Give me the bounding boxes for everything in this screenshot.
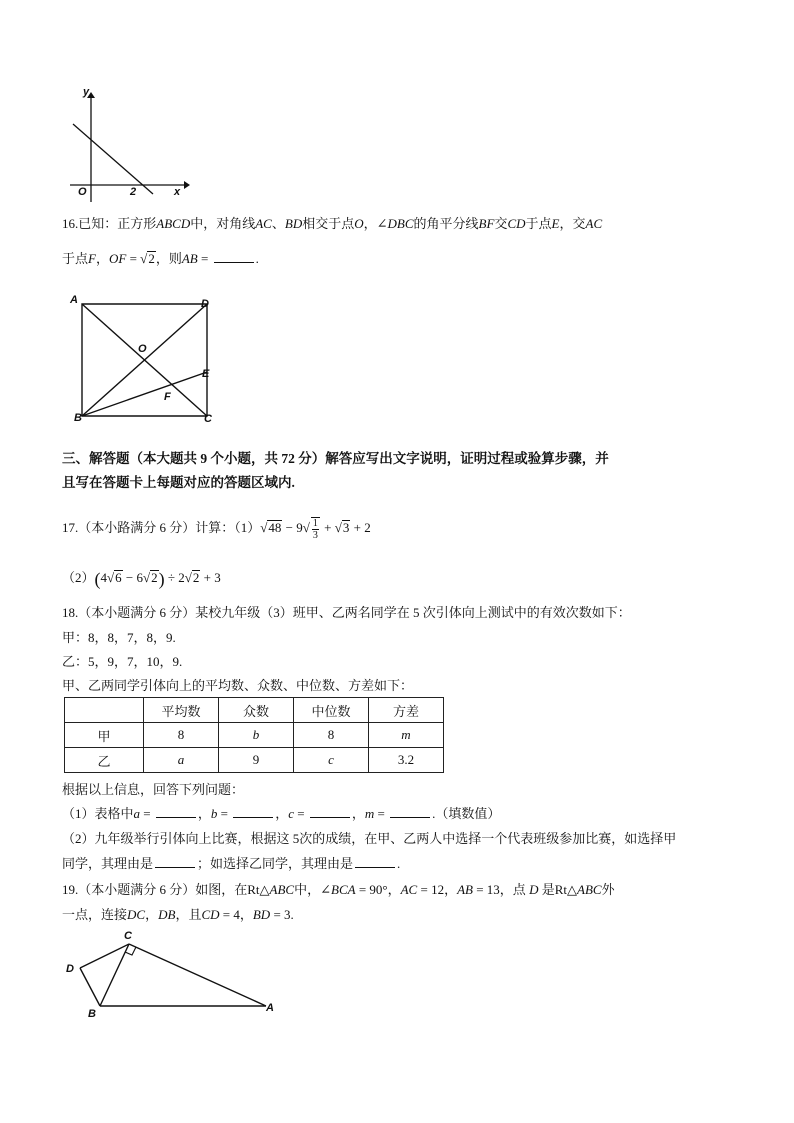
q17-text: + 3 xyxy=(200,570,221,585)
q16-var-of: OF xyxy=(108,251,127,266)
q18-table-caption: 甲、乙两同学引体向上的平均数、众数、中位数、方差如下： xyxy=(62,678,414,693)
table-header-row xyxy=(65,698,444,723)
q16-text: . xyxy=(255,251,259,266)
q17-paren: ) xyxy=(158,569,165,590)
table-header-cell xyxy=(65,698,144,723)
table-cell: 8 xyxy=(294,723,369,748)
q17-sqrt-2: 2 xyxy=(151,570,158,585)
answer-blank-c[interactable] xyxy=(310,805,350,818)
square-figure-svg xyxy=(70,294,220,429)
origin-label: O xyxy=(78,186,87,198)
q19-var-cd: CD xyxy=(201,907,220,922)
q16-sqrt-arg: 2 xyxy=(148,251,155,266)
table-cell: m xyxy=(369,723,444,748)
q16-text: 、 xyxy=(271,216,285,231)
table-cell: 乙 xyxy=(65,748,144,773)
q18-text: ， xyxy=(275,806,289,821)
table-cell: a xyxy=(144,748,219,773)
point-b-label: B xyxy=(88,1008,96,1020)
q18-yi-data: 乙：5，9，7，10，9. xyxy=(62,654,183,669)
q16-text: 相交于点 xyxy=(302,216,355,231)
q19-text: Rt△ xyxy=(554,882,577,897)
q19-var-abc: ABC xyxy=(269,882,295,897)
q17-text: 17.（本小路满分 6 分）计算：（1） xyxy=(62,520,261,535)
section3-heading-line2: 且写在答题卡上每题对应的答题区域内. xyxy=(62,475,295,490)
q18-text: = xyxy=(294,806,308,821)
q16-var-bd: BD xyxy=(284,216,303,231)
segment-dc xyxy=(80,944,129,968)
q16-line1 xyxy=(62,215,602,233)
q16-text: 于点 xyxy=(525,216,552,231)
bisector-be xyxy=(82,372,207,416)
q16-var-cd: CD xyxy=(507,216,526,231)
q17-part2: （2）(4√6 − 6√2) ÷ 2√2 + 3 xyxy=(62,569,221,590)
q17-text: + 2 xyxy=(350,520,371,535)
q17-sqrt-2: 2 xyxy=(192,570,200,585)
table-row xyxy=(65,748,444,773)
table-cell: 9 xyxy=(219,748,294,773)
q16-text: ，则 xyxy=(155,251,182,266)
line-graph-figure xyxy=(62,84,192,204)
q19-text: = 90°， xyxy=(355,882,401,897)
table-header-cell: 方差 xyxy=(369,698,444,723)
q19-line1 xyxy=(62,881,615,899)
point-e-label: E xyxy=(202,368,210,380)
q17-sqrt-6: 6 xyxy=(115,570,122,585)
table-header-cell: 中位数 xyxy=(294,698,369,723)
q18-text: = xyxy=(217,806,232,821)
point-f-label: F xyxy=(164,391,171,403)
q19-var-bd: BD xyxy=(252,907,271,922)
table-cell: c xyxy=(294,748,369,773)
q18-text: （1）表格中 xyxy=(62,806,134,821)
q18-text: = xyxy=(140,806,154,821)
segment-db xyxy=(80,968,100,1006)
q19-var-dc: DC xyxy=(127,907,146,922)
q19-text: 中，∠ xyxy=(294,882,332,897)
point-c-label: C xyxy=(124,930,132,942)
q16-var-o: O xyxy=(354,216,364,231)
q18-part1 xyxy=(62,805,500,823)
table-cell: 3.2 xyxy=(369,748,444,773)
square-figure xyxy=(70,294,220,429)
q19-var-bca: BCA xyxy=(331,882,356,897)
q19-text: ， xyxy=(145,907,159,922)
q18-text: ；如选择乙同学，其理由是 xyxy=(197,856,354,871)
q18-var-a: a xyxy=(133,806,141,821)
q17-text: 4 xyxy=(100,570,108,585)
q16-text: = xyxy=(126,251,141,266)
q16-text: ，∠ xyxy=(363,216,388,231)
q19-text: Rt△ xyxy=(247,882,270,897)
point-o-label: O xyxy=(138,343,147,355)
q16-text: 16.已知：正方形 xyxy=(62,216,157,231)
q17-text: − 6 xyxy=(122,570,143,585)
segment-cb xyxy=(100,944,129,1006)
q19-text: ，且 xyxy=(175,907,202,922)
q17-text: （2） xyxy=(62,570,95,585)
q19-text: = 3. xyxy=(270,907,294,922)
answer-blank-a[interactable] xyxy=(156,805,196,818)
q18-text: ， xyxy=(197,806,211,821)
table-cell: b xyxy=(219,723,294,748)
q16-var-ac: AC xyxy=(255,216,272,231)
point-a-label: A xyxy=(266,1002,274,1014)
section3-heading-line1: 三、解答题（本大题共 9 个小题，共 72 分）解答应写出文字说明，证明过程或验算步骤，并 xyxy=(62,451,609,466)
q18-var-m: m xyxy=(364,806,375,821)
q18-var-b: b xyxy=(210,806,218,821)
answer-blank[interactable] xyxy=(214,250,254,263)
q17-text: + xyxy=(320,520,335,535)
q18-after-table: 根据以上信息，回答下列问题： xyxy=(62,782,245,797)
q18-jia-data: 甲：8，8，7，8，9. xyxy=(62,630,176,645)
q19-text: 是 xyxy=(538,882,555,897)
q18-text: .（填数值） xyxy=(432,806,501,821)
q18-part2-line1: （2）九年级举行引体向上比赛，根据这 5次的成绩，在甲、乙两人中选择一个代表班级参加比赛，如选择甲 xyxy=(62,831,677,846)
q16-text: 的角平分线 xyxy=(413,216,479,231)
answer-blank-m[interactable] xyxy=(390,805,430,818)
tick-label-2: 2 xyxy=(130,186,137,198)
answer-blank-reason-yi[interactable] xyxy=(355,855,395,868)
point-d-label: D xyxy=(66,963,74,975)
q16-line2: 于点F，OF = √2，则AB = . xyxy=(62,251,259,266)
q16-text: ，交 xyxy=(559,216,586,231)
table-header-cell: 平均数 xyxy=(144,698,219,723)
q17-part1: 17.（本小路满分 6 分）计算：（1）√48 − 9√ $\frac{1}{3}$ + √3 + 2 xyxy=(62,518,371,542)
table-cell: 8 xyxy=(144,723,219,748)
q19-var-ab: AB xyxy=(457,882,473,897)
y-axis-label: y xyxy=(83,86,90,98)
q19-var-db: DB xyxy=(158,907,176,922)
segment-ca xyxy=(129,944,266,1006)
q19-text: = 12， xyxy=(417,882,458,897)
q16-var-ac: AC xyxy=(585,216,603,231)
q19-text: = 13，点 xyxy=(472,882,530,897)
point-a-label: A xyxy=(70,294,78,306)
q18-intro: 18.（本小题满分 6 分）某校九年级（3）班甲、乙两名同学在 5 次引体向上测试中的有效次数如下： xyxy=(62,605,631,620)
q18-text: ， xyxy=(351,806,365,821)
q19-text: 外 xyxy=(601,882,615,897)
q16-var-abcd: ABCD xyxy=(156,216,191,231)
q19-text: = 4， xyxy=(219,907,253,922)
q17-text: ÷ 2 xyxy=(164,570,185,585)
q18-text: . xyxy=(397,856,401,871)
q17-sqrt-3: 3 xyxy=(342,520,350,535)
point-b-label: B xyxy=(74,412,82,424)
q16-text: 交 xyxy=(494,216,508,231)
q17-frac-den: 3 xyxy=(312,530,318,542)
point-c-label: C xyxy=(204,413,212,425)
x-axis-arrow xyxy=(184,181,190,189)
point-d-label: D xyxy=(201,298,209,310)
q19-text: 一点，连接 xyxy=(62,907,128,922)
q16-var-e: E xyxy=(551,216,560,231)
table-header-cell: 众数 xyxy=(219,698,294,723)
answer-blank-b[interactable] xyxy=(233,805,273,818)
q18-text: = xyxy=(374,806,389,821)
q16-var-ab: AB xyxy=(181,251,198,266)
q18-part2-line2 xyxy=(62,855,400,873)
triangle-figure xyxy=(62,930,282,1025)
q16-var-bf: BF xyxy=(478,216,495,231)
q17-frac-num: 1 xyxy=(312,518,318,530)
q17-paren: ( xyxy=(94,569,101,590)
q18-var-c: c xyxy=(288,806,295,821)
q18-text: 同学，其理由是 xyxy=(62,856,154,871)
stats-table xyxy=(64,697,444,773)
table-row xyxy=(65,723,444,748)
q16-text: = xyxy=(197,251,212,266)
q19-var-ac: AC xyxy=(400,882,418,897)
q19-var-abc: ABC xyxy=(577,882,602,897)
q17-text: − 9 xyxy=(282,520,303,535)
q16-var-f: F xyxy=(88,251,96,266)
q16-text: 中，对角线 xyxy=(190,216,256,231)
q19-var-d: D xyxy=(529,882,539,897)
function-line xyxy=(73,124,153,194)
q16-text: 于点 xyxy=(62,251,89,266)
q16-var-dbc: DBC xyxy=(387,216,414,231)
q17-sqrt-48: 48 xyxy=(268,520,282,535)
table-cell: 甲 xyxy=(65,723,144,748)
q19-line2 xyxy=(62,906,294,924)
answer-blank-reason-jia[interactable] xyxy=(155,855,195,868)
x-axis-label: x xyxy=(174,186,181,198)
q19-text: 19.（本小题满分 6 分）如图，在 xyxy=(62,882,248,897)
q16-text: ， xyxy=(95,251,109,266)
q17-fraction xyxy=(311,517,320,541)
